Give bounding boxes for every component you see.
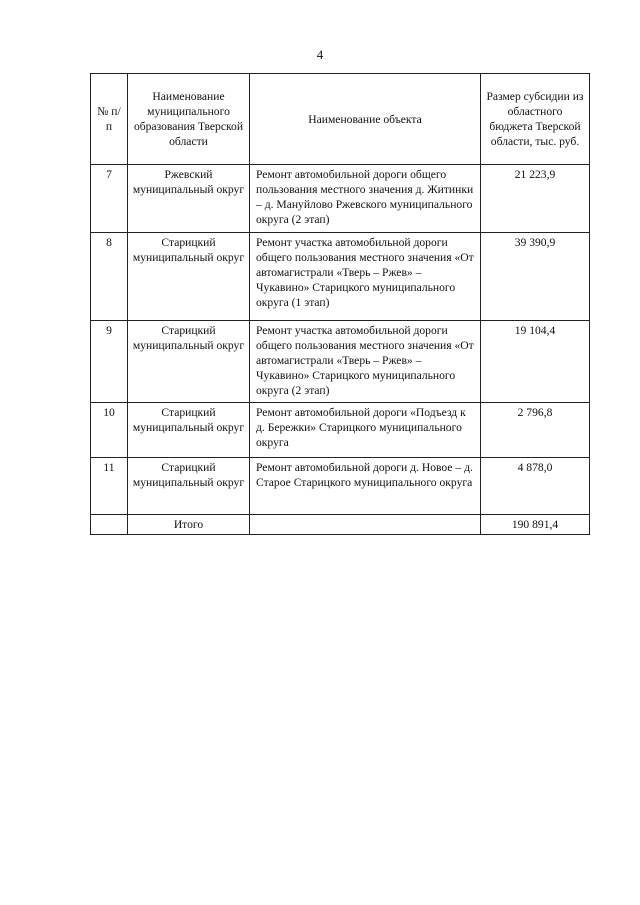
header-municipality: Наименование муниципального образования Тверской области — [128, 74, 250, 165]
row-object: Ремонт автомобильной дороги д. Новое – д. Старое Старицкого муниципального округа — [250, 458, 481, 515]
table-header-row — [91, 74, 590, 165]
subsidy-table — [90, 73, 590, 535]
row-municipality: Старицкий муниципальный округ — [128, 403, 250, 458]
row-num: 11 — [91, 458, 128, 515]
row-municipality: Старицкий муниципальный округ — [128, 458, 250, 515]
row-subsidy: 21 223,9 — [481, 165, 590, 233]
table-total-row — [91, 515, 590, 535]
total-subsidy: 190 891,4 — [481, 515, 590, 535]
row-municipality: Старицкий муниципальный округ — [128, 321, 250, 403]
table-row — [91, 458, 590, 515]
row-num: 7 — [91, 165, 128, 233]
row-num: 9 — [91, 321, 128, 403]
page-number: 4 — [316, 47, 324, 62]
header-num: № п/п — [91, 74, 128, 165]
table-row — [91, 403, 590, 458]
row-num: 8 — [91, 233, 128, 321]
row-subsidy: 2 796,8 — [481, 403, 590, 458]
total-num — [91, 515, 128, 535]
row-subsidy: 39 390,9 — [481, 233, 590, 321]
row-object: Ремонт автомобильной дороги общего пользования местного значения д. Житинки – д. Мануйлово Ржевского муниципального округа (2 этап) — [250, 165, 481, 233]
total-label: Итого — [128, 515, 250, 535]
header-object: Наименование объекта — [250, 74, 481, 165]
total-object — [250, 515, 481, 535]
table-row — [91, 233, 590, 321]
row-num: 10 — [91, 403, 128, 458]
table-row — [91, 321, 590, 403]
row-object: Ремонт участка автомобильной дороги общего пользования местного значения «От автомагистрали «Тверь – Ржев» – Чукавино» Старицкого муниципального округа (2 этап) — [250, 321, 481, 403]
table-row — [91, 165, 590, 233]
row-subsidy: 19 104,4 — [481, 321, 590, 403]
header-subsidy: Размер субсидии из областного бюджета Тверской области, тыс. руб. — [481, 74, 590, 165]
row-object: Ремонт участка автомобильной дороги общего пользования местного значения «От автомагистрали «Тверь – Ржев» – Чукавино» Старицкого муниципального округа (1 этап) — [250, 233, 481, 321]
row-municipality: Ржевский муниципальный округ — [128, 165, 250, 233]
row-subsidy: 4 878,0 — [481, 458, 590, 515]
row-object: Ремонт автомобильной дороги «Подъезд к д. Бережки» Старицкого муниципального округа — [250, 403, 481, 458]
row-municipality: Старицкий муниципальный округ — [128, 233, 250, 321]
